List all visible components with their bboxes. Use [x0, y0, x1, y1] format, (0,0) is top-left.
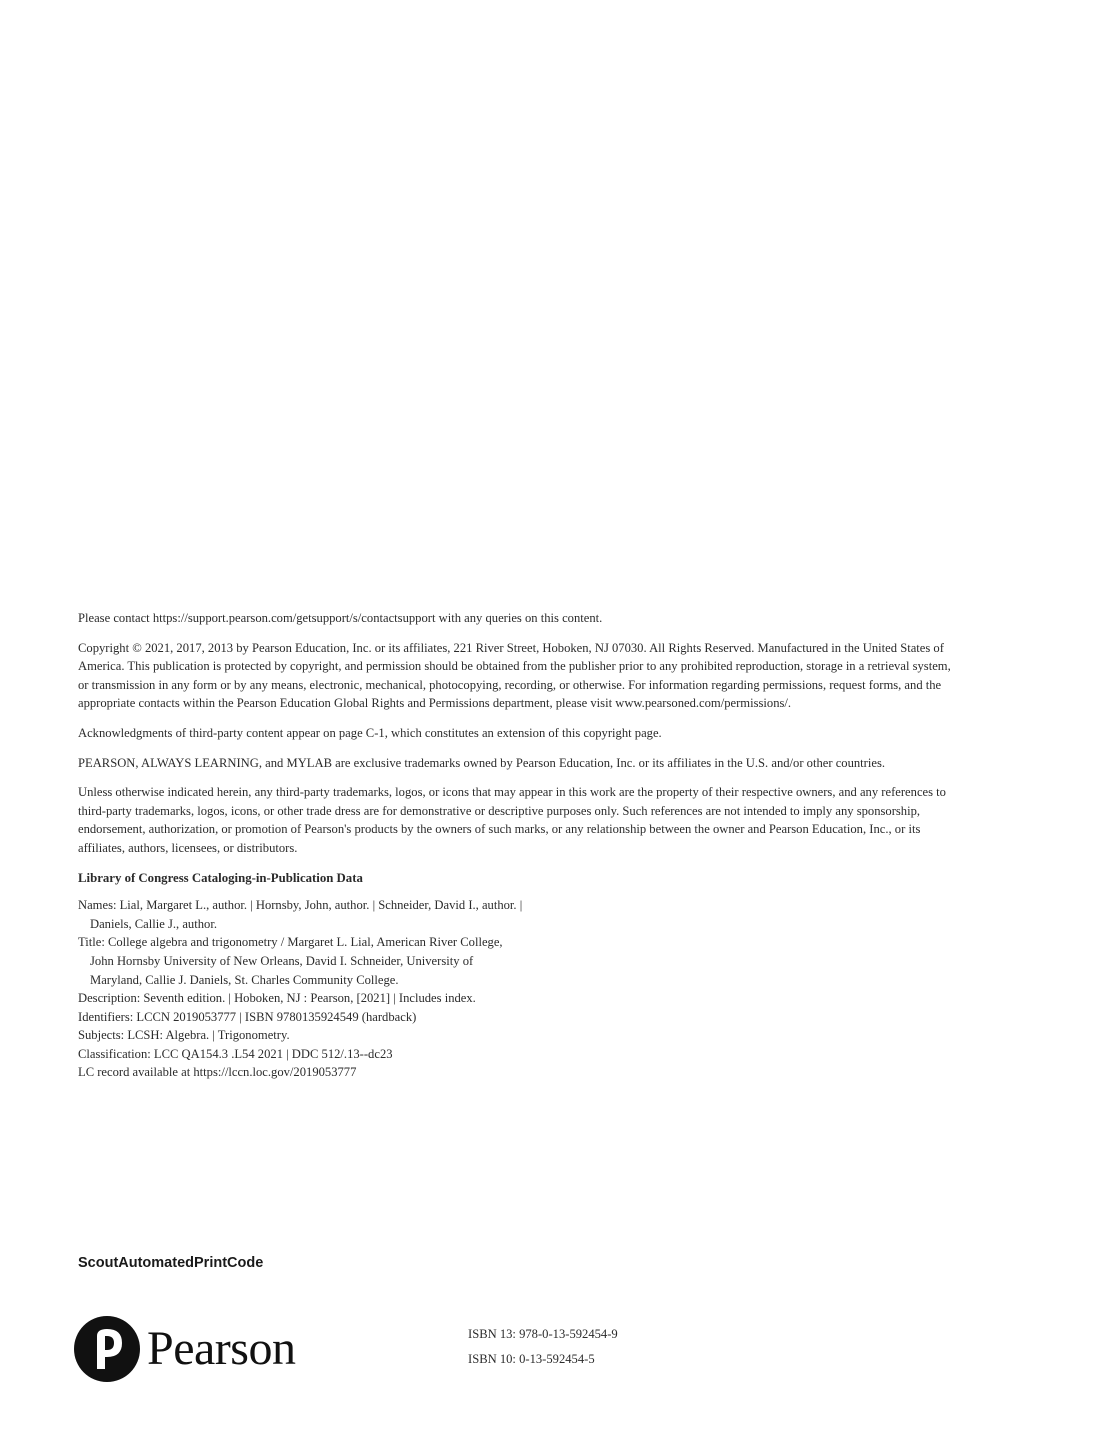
acknowledgments-note: Acknowledgments of third-party content appear on page C-1, which constitutes an extension of this copyright page. [78, 725, 662, 740]
pearson-p-icon [74, 1316, 140, 1382]
cip-description: Description: Seventh edition. | Hoboken, NJ : Pearson, [2021] | Includes index. [78, 991, 476, 1006]
contact-line: Please contact https://support.pearson.com/getsupport/s/contactsupport with any queries on this content. [78, 611, 603, 625]
print-code: ScoutAutomatedPrintCode [78, 1255, 264, 1271]
cip-heading: Library of Congress Cataloging-in-Publication Data [78, 870, 363, 885]
copyright-notice: Copyright © 2021, 2017, 2013 by Pearson Education, Inc. or its affiliates, 221 River Street, Hoboken, NJ 07030. All Rights Reserved. Manufactured in the United States of America. This publication is protected by copyright, and permission should be obtained from the publisher prior to any prohibited reproduction, storage in a retrieval system, or transmission in any form or by any means, electronic, mechanical, photocopying, recording, or otherwise. For information regarding permissions, request forms, and the appropriate contacts within the Pearson Education Global Rights and Permissions department, please visit www.pearsoned.com/permissions/. [78, 640, 951, 711]
pearson-logo [74, 1314, 295, 1384]
trademarks-note: PEARSON, ALWAYS LEARNING, and MYLAB are exclusive trademarks owned by Pearson Education, Inc. or its affiliates in the U.S. and/or other countries. [78, 755, 886, 770]
isbn-block [468, 1322, 618, 1372]
cip-subjects: Subjects: LCSH: Algebra. | Trigonometry. [78, 1028, 290, 1043]
cip-data [78, 896, 528, 1082]
cip-lc-record: LC record available at https://lccn.loc.gov/2019053777 [78, 1065, 357, 1080]
copyright-page-content [78, 609, 958, 1082]
isbn-10: ISBN 10: 0-13-592454-5 [468, 1352, 595, 1366]
cip-identifiers: Identifiers: LCCN 2019053777 | ISBN 9780135924549 (hardback) [78, 1009, 417, 1024]
cip-classification: Classification: LCC QA154.3 .L54 2021 | DDC 512/.13--dc23 [78, 1046, 393, 1061]
cip-title: Title: College algebra and trigonometry / Margaret L. Lial, American River College, John Hornsby University of New Orleans, David I. Schneider, University of Maryland, Callie J. Daniels, St. Charles Community College. [78, 935, 503, 987]
pearson-wordmark: Pearson [147, 1322, 296, 1375]
third-party-note: Unless otherwise indicated herein, any third-party trademarks, logos, or icons that may appear in this work are the property of their respective owners, and any references to third-party trademarks, logos, icons, or other trade dress are for demonstrative or descriptive purposes only. Such references are not intended to imply any sponsorship, endorsement, authorization, or promotion of Pearson's products by the owners of such marks, or any relationship between the owner and Pearson Education, Inc., or its affiliates, authors, licensees, or distributors. [78, 785, 946, 855]
cip-names: Names: Lial, Margaret L., author. | Hornsby, John, author. | Schneider, David I., author. | Daniels, Callie J., author. [78, 898, 523, 931]
isbn-13: ISBN 13: 978-0-13-592454-9 [468, 1327, 618, 1341]
